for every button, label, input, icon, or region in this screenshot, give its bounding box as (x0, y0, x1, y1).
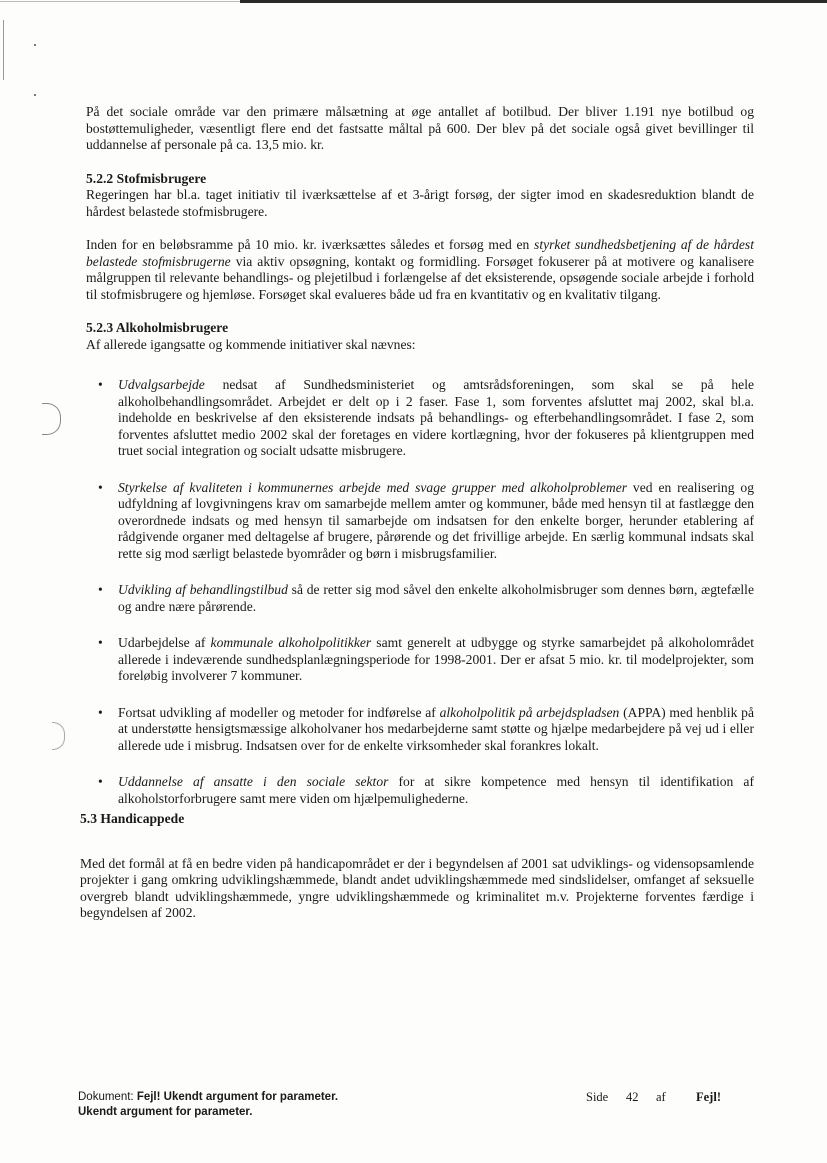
bullet-icon: • (98, 635, 103, 650)
scan-top-edge-faint (0, 1, 240, 2)
footer-page-info (586, 1090, 746, 1105)
footer-document-field (78, 1090, 438, 1120)
list-item (86, 705, 754, 755)
scan-margin-bracket (52, 722, 65, 750)
heading-alkoholmisbrugere: 5.2.3 Alkoholmisbrugere (86, 320, 229, 335)
text-run: Inden for en beløbsramme på 10 mio. kr. iværksættes således et forsøg med en (86, 237, 535, 252)
scan-dot (34, 94, 36, 96)
text-run: Udarbejdelse af (118, 635, 211, 650)
emphasis-run: Udvalgsarbejde (118, 377, 205, 392)
emphasis-run: Styrkelse af kvaliteten i kommunernes arbejde med svage grupper med alkoholproblemer (118, 479, 628, 495)
emphasis-run: Uddannelse af ansatte i den sociale sektor (118, 774, 389, 789)
footer-af-label: af (656, 1090, 666, 1104)
list-item (86, 774, 754, 807)
heading-stofmisbrugere: 5.2.2 Stofmisbrugere (86, 170, 207, 186)
scan-margin-line (3, 20, 4, 80)
scan-margin-bracket (42, 403, 61, 435)
alkoholmisbrugere-lead: Af allerede igangsatte og kommende initiativer skal nævnes: (86, 336, 416, 352)
text-run: så de retter sig mod såvel den enkelte alkoholmisbruger som dennes børn, ægtefælle og andre nære pårørende. (118, 582, 754, 614)
intro-paragraph: På det sociale område var den primære målsætning at øge antallet af botilbud. Der bliver 1.191 nye botilbud og bostøttemuligheder, væsentligt flere end det fastsatte måltal på 600. Der blev på det sociale også givet bevillinger til uddannelse af personale på ca. 13,5 mio. kr. (86, 104, 754, 152)
footer-document-label: Dokument: (78, 1091, 137, 1103)
text-run: (APPA) med henblik på at understøtte hensigtsmæssige alkoholvaner hos medarbejderne samt støtte og hjælpe medarbejdere på vej ud i eller allerede ude i misbrug. Indsatsen over for de enkelte virksomheder skal forankres lokalt. (118, 704, 754, 753)
handicappede-paragraph: Med det formål at få en bedre viden på handicapområdet er der i begyndelsen af 2001 sat udviklings- og vidensopsamlende projekter i gang omkring udviklingshæmmede, blandt andet udviklingshæmmede med sindslidelser, omfanget af seksuelle overgreb blandt udviklingshæmmede, yngre udviklingshæmmede og kriminalitet m.v. Projekterne forventes færdige i begyndelsen af 2002. (80, 855, 754, 920)
document-body (80, 104, 755, 922)
footer-field-error-1: Fejl! Ukendt argument for parameter. (136, 1091, 339, 1103)
scan-dot (34, 44, 36, 46)
bullet-icon: • (98, 377, 103, 392)
footer-page-number: 42 (626, 1090, 639, 1104)
text-run: via aktiv opsøgning, kontakt og formidling. Forsøget fokuserer på at motivere og kanalisere målgruppen til relevante behandlings- og plejetilbud i forlængelse af det eksisterende, opsøgende sociale arbejde i forhold til stofmisbrugere og hjemløse. Forsøget skal evalueres både ud fra en kvantitativ og en kvalitativ tilgang. (86, 253, 755, 302)
text-run: nedsat af Sundhedsministeriet og amtsrådsforeningen, som skal se på hele alkoholbehandlingsområdet. Arbejdet er delt op i 2 faser. Fase 1, som forventes afsluttet maj 2002, skal bl.a. indeholde en beskrivelse af den eksisterende indsats på behandlings- og efterbehandlingsområdet. I fase 2, som forventes afsluttet medio 2002 skal der foretages en videre kortlægning, hvor der fokuseres på klientgruppen med truet social integration og socialt udsatte misbrugere. (118, 377, 754, 458)
bullet-icon: • (98, 704, 103, 720)
heading-handicappede: 5.3 Handicappede (80, 811, 185, 826)
footer-field-error-2: Ukendt argument for parameter. (78, 1106, 253, 1118)
scan-top-edge-rule (240, 0, 827, 3)
emphasis-run: styrket sundhedsbetjening af de hårdest belastede stofmisbrugerne (86, 237, 754, 269)
text-run: for at sikre kompetence med hensyn til identifikation af alkoholstorforbrugere samt mere viden om hjælpemulighederne. (118, 774, 754, 806)
stofmisbrugere-paragraph-2 (86, 237, 754, 303)
list-item (86, 480, 754, 563)
emphasis-run: alkoholpolitik på arbejdspladsen (439, 704, 620, 720)
list-item (86, 377, 754, 460)
stofmisbrugere-paragraph-1: Regeringen har bl.a. taget initiativ til iværksættelse af et 3-årigt forsøg, der sigter imod en skadesreduktion blandt de hårdest belastede stofmisbrugere. (86, 187, 754, 219)
text-run: samt generelt at udbygge og styrke samarbejdet på alkoholområdet allerede i indeværende sundhedsplanlægningsperiode for 1998-2001. Der er afsat 5 mio. kr. til modelprojekter, som foreløbig involverer 7 kommuner. (118, 635, 754, 683)
bullet-icon: • (98, 582, 103, 597)
list-item (86, 635, 754, 685)
initiatives-list (86, 377, 754, 807)
emphasis-run: Udvikling af behandlingstilbud (118, 582, 288, 597)
text-run: ved en realisering og udfyldning af lovgivningens krav om samarbejde mellem amter og kommuner, både med hensyn til at fastlægge den overordnede indsats og med hensyn til samarbejde om indsatsen for den enkelte borger, herunder etablering af rådgivende organer med deltagelse af brugere, pårørende og det frivillige arbejde. En særlig kommunal indsats skal rette sig mod særligt belastede byområder og børn i misbrugsfamilier. (118, 479, 754, 561)
footer-side-label: Side (586, 1090, 609, 1104)
bullet-icon: • (98, 479, 103, 495)
list-item (86, 582, 754, 615)
text-run: Fortsat udvikling af modeller og metoder for indførelse af (118, 704, 440, 720)
footer-total-error: Fejl! (696, 1090, 721, 1104)
emphasis-run: kommunale alkoholpolitikker (210, 635, 372, 650)
bullet-icon: • (98, 774, 103, 789)
